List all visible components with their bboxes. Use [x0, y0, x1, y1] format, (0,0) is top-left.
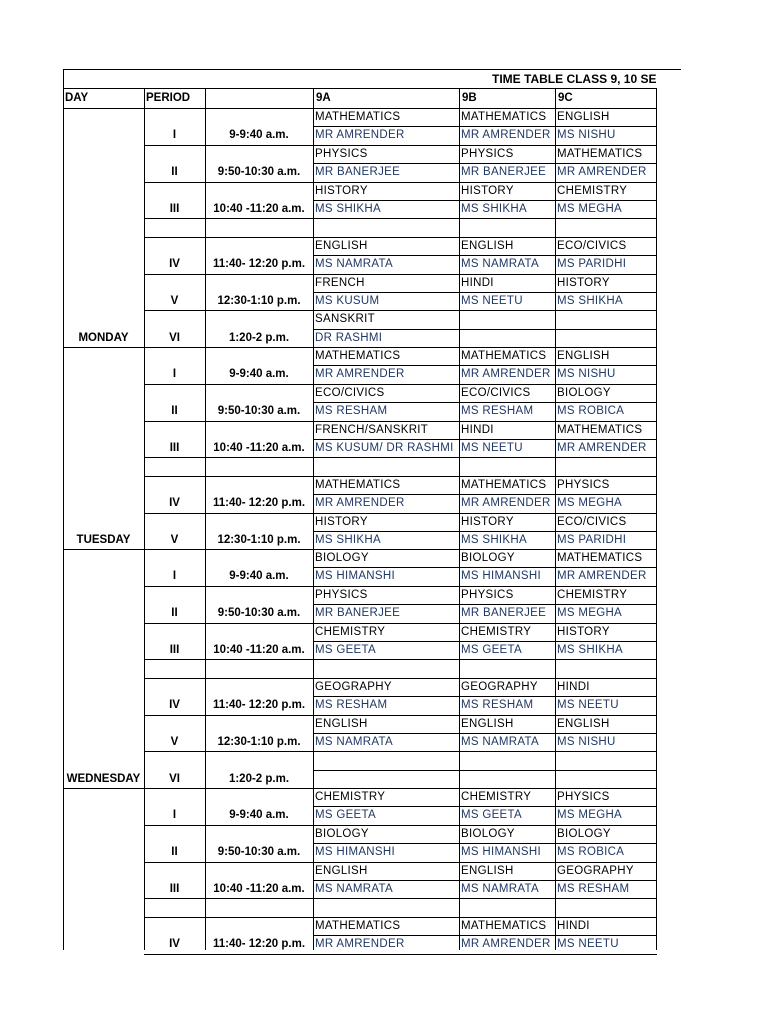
header-period: PERIOD	[146, 92, 191, 104]
period-time: 11:40- 12:20 p.m.	[212, 497, 306, 509]
period-label: II	[171, 607, 178, 619]
subject-9b: MATHEMATICS	[461, 920, 547, 932]
subject-9a: BIOLOGY	[315, 552, 369, 564]
subject-9c: ECO/CIVICS	[557, 240, 627, 252]
teacher-9c: MS NISHU	[557, 129, 616, 141]
period-time: 9:50-10:30 a.m.	[217, 846, 301, 858]
subject-9c: ENGLISH	[557, 718, 610, 730]
period-time: 9-9:40 a.m.	[229, 368, 289, 380]
teacher-9c: MS SHIKHA	[557, 644, 623, 656]
subject-9a: GEOGRAPHY	[315, 681, 392, 693]
teacher-9c: MS NISHU	[557, 736, 616, 748]
grid-line	[63, 69, 64, 950]
teacher-9a: MR AMRENDER	[315, 368, 405, 380]
teacher-9a: MS NAMRATA	[315, 736, 393, 748]
subject-9a: FRENCH	[315, 277, 365, 289]
teacher-9a: MR AMRENDER	[315, 129, 405, 141]
subject-9c: HINDI	[557, 920, 590, 932]
grid-line	[144, 751, 657, 752]
subject-9c: HISTORY	[557, 277, 610, 289]
period-time: 10:40 -11:20 a.m.	[213, 203, 305, 215]
subject-9b: GEOGRAPHY	[461, 681, 538, 693]
subject-9a: PHYSICS	[315, 589, 368, 601]
subject-9c: MATHEMATICS	[557, 552, 643, 564]
subject-9a: SANSKRIT	[315, 313, 375, 325]
grid-line	[144, 457, 657, 458]
period-label: IV	[169, 938, 180, 950]
period-label: I	[172, 368, 177, 380]
teacher-9a: MS SHIKHA	[315, 534, 381, 546]
teacher-9b: MS GEETA	[461, 644, 522, 656]
teacher-9c: MR AMRENDER	[557, 166, 647, 178]
period-label: I	[172, 129, 177, 141]
grid-line	[144, 218, 657, 219]
grid-line	[144, 898, 657, 899]
subject-9c: BIOLOGY	[557, 828, 611, 840]
period-label: I	[172, 809, 177, 821]
day-label: TUESDAY	[76, 534, 131, 546]
period-time: 9:50-10:30 a.m.	[217, 405, 301, 417]
teacher-9a: MS NAMRATA	[315, 258, 393, 270]
subject-9c: MATHEMATICS	[557, 424, 643, 436]
teacher-9a: MR BANERJEE	[315, 607, 401, 619]
subject-9b: PHYSICS	[461, 589, 514, 601]
header-9a: 9A	[316, 92, 331, 104]
subject-9a: MATHEMATICS	[315, 350, 401, 362]
subject-9a: CHEMISTRY	[315, 791, 386, 803]
teacher-9b: MS NEETU	[461, 295, 523, 307]
subject-9b: HISTORY	[461, 516, 514, 528]
subject-9b: MATHEMATICS	[461, 479, 547, 491]
subject-9b: MATHEMATICS	[461, 350, 547, 362]
teacher-9b: MS SHIKHA	[461, 534, 527, 546]
subject-9b: ENGLISH	[461, 240, 514, 252]
teacher-9c: MS PARIDHI	[557, 534, 627, 546]
subject-9b: CHEMISTRY	[461, 791, 532, 803]
subject-9c: HISTORY	[557, 626, 610, 638]
teacher-9a: MS HIMANSHI	[315, 846, 395, 858]
teacher-9b: MS NAMRATA	[461, 883, 539, 895]
subject-9a: ECO/CIVICS	[315, 387, 385, 399]
teacher-9b: MR AMRENDER	[461, 938, 551, 950]
subject-9a: ENGLISH	[315, 718, 368, 730]
period-label: III	[169, 644, 180, 656]
subject-9a: HISTORY	[315, 185, 368, 197]
subject-9a: ENGLISH	[315, 865, 368, 877]
teacher-9b: MS HIMANSHI	[461, 570, 541, 582]
subject-9b: HINDI	[461, 424, 494, 436]
teacher-9b: MS HIMANSHI	[461, 846, 541, 858]
subject-9c: MATHEMATICS	[557, 148, 643, 160]
subject-9b: BIOLOGY	[461, 552, 515, 564]
teacher-9a: MS NAMRATA	[315, 883, 393, 895]
teacher-9c: MS PARIDHI	[557, 258, 627, 270]
header-9c: 9C	[558, 92, 573, 104]
grid-line	[63, 88, 657, 89]
timetable-title: TIME TABLE CLASS 9, 10 SE	[492, 72, 657, 86]
teacher-9a: MR AMRENDER	[315, 938, 405, 950]
teacher-9b: MR AMRENDER	[461, 129, 551, 141]
teacher-9c: MR AMRENDER	[557, 570, 647, 582]
period-time: 10:40 -11:20 a.m.	[213, 883, 305, 895]
teacher-9b: MS RESHAM	[461, 699, 534, 711]
subject-9a: MATHEMATICS	[315, 111, 401, 123]
subject-9c: BIOLOGY	[557, 387, 611, 399]
period-time: 12:30-1:10 p.m.	[217, 736, 301, 748]
subject-9a: ENGLISH	[315, 240, 368, 252]
teacher-9a: MS RESHAM	[315, 699, 388, 711]
teacher-9a: MR BANERJEE	[315, 166, 401, 178]
subject-9a: CHEMISTRY	[315, 626, 386, 638]
subject-9c: ECO/CIVICS	[557, 516, 627, 528]
teacher-9a: MS GEETA	[315, 644, 376, 656]
header-day: DAY	[65, 92, 89, 104]
period-time: 12:30-1:10 p.m.	[217, 534, 301, 546]
teacher-9b: MS SHIKHA	[461, 203, 527, 215]
teacher-9a: MR AMRENDER	[315, 497, 405, 509]
period-time: 9:50-10:30 a.m.	[217, 607, 301, 619]
teacher-9a: MS KUSUM/ DR RASHMI	[315, 442, 454, 454]
subject-9a: BIOLOGY	[315, 828, 369, 840]
day-label: WEDNESDAY	[66, 773, 141, 785]
teacher-9c: MS NEETU	[557, 938, 619, 950]
period-label: IV	[169, 258, 180, 270]
teacher-9c: MS MEGHA	[557, 809, 623, 821]
subject-9c: CHEMISTRY	[557, 589, 628, 601]
period-time: 9-9:40 a.m.	[229, 129, 289, 141]
subject-9c: CHEMISTRY	[557, 185, 628, 197]
period-label: III	[169, 203, 180, 215]
subject-9a: MATHEMATICS	[315, 920, 401, 932]
period-label: IV	[169, 497, 180, 509]
teacher-9b: MR BANERJEE	[461, 607, 547, 619]
subject-9b: ECO/CIVICS	[461, 387, 531, 399]
period-time: 12:30-1:10 p.m.	[217, 295, 301, 307]
period-time: 10:40 -11:20 a.m.	[213, 644, 305, 656]
teacher-9a: MS RESHAM	[315, 405, 388, 417]
grid-line	[144, 954, 657, 955]
period-time: 10:40 -11:20 a.m.	[213, 442, 305, 454]
teacher-9b: MR BANERJEE	[461, 166, 547, 178]
teacher-9b: MS NAMRATA	[461, 736, 539, 748]
subject-9a: MATHEMATICS	[315, 479, 401, 491]
period-label: I	[172, 570, 177, 582]
period-label: V	[170, 736, 179, 748]
subject-9b: PHYSICS	[461, 148, 514, 160]
period-label: V	[170, 295, 179, 307]
day-label: MONDAY	[78, 332, 129, 344]
teacher-9b: MS NEETU	[461, 442, 523, 454]
teacher-9c: MS ROBICA	[557, 405, 625, 417]
subject-9c: PHYSICS	[557, 479, 610, 491]
subject-9a: FRENCH/SANSKRIT	[315, 424, 429, 436]
teacher-9b: MR AMRENDER	[461, 497, 551, 509]
period-label: II	[171, 405, 178, 417]
period-time: 11:40- 12:20 p.m.	[212, 258, 306, 270]
period-label: II	[171, 166, 178, 178]
teacher-9c: MR AMRENDER	[557, 442, 647, 454]
teacher-9c: MS NISHU	[557, 368, 616, 380]
period-time: 9-9:40 a.m.	[229, 809, 289, 821]
teacher-9b: MS NAMRATA	[461, 258, 539, 270]
teacher-9c: MS MEGHA	[557, 497, 623, 509]
period-time: 9:50-10:30 a.m.	[217, 166, 301, 178]
teacher-9b: MR AMRENDER	[461, 368, 551, 380]
teacher-9a: MS KUSUM	[315, 295, 380, 307]
subject-9c: ENGLISH	[557, 350, 610, 362]
header-9b: 9B	[462, 92, 477, 104]
teacher-9a: MS GEETA	[315, 809, 376, 821]
teacher-9c: MS ROBICA	[557, 846, 625, 858]
subject-9c: HINDI	[557, 681, 590, 693]
subject-9c: ENGLISH	[557, 111, 610, 123]
teacher-9c: MS MEGHA	[557, 607, 623, 619]
subject-9a: PHYSICS	[315, 148, 368, 160]
teacher-9a: MS HIMANSHI	[315, 570, 395, 582]
subject-9a: HISTORY	[315, 516, 368, 528]
teacher-9a: DR RASHMI	[315, 332, 383, 344]
teacher-9a: MS SHIKHA	[315, 203, 381, 215]
subject-9b: CHEMISTRY	[461, 626, 532, 638]
subject-9b: ENGLISH	[461, 865, 514, 877]
period-label: V	[170, 534, 179, 546]
subject-9b: MATHEMATICS	[461, 111, 547, 123]
subject-9c: GEOGRAPHY	[557, 865, 634, 877]
teacher-9c: MS NEETU	[557, 699, 619, 711]
teacher-9c: MS MEGHA	[557, 203, 623, 215]
grid-line	[144, 659, 657, 660]
period-label: VI	[169, 773, 180, 785]
subject-9b: HISTORY	[461, 185, 514, 197]
teacher-9c: MS SHIKHA	[557, 295, 623, 307]
period-label: VI	[169, 332, 180, 344]
grid-line	[63, 69, 681, 70]
teacher-9c: MS RESHAM	[557, 883, 630, 895]
period-time: 11:40- 12:20 p.m.	[212, 699, 306, 711]
grid-line	[313, 770, 657, 771]
period-time: 11:40- 12:20 p.m.	[212, 938, 306, 950]
period-time: 9-9:40 a.m.	[229, 570, 289, 582]
subject-9b: ENGLISH	[461, 718, 514, 730]
period-label: II	[171, 846, 178, 858]
teacher-9b: MS GEETA	[461, 809, 522, 821]
teacher-9b: MS RESHAM	[461, 405, 534, 417]
period-time: 1:20-2 p.m.	[228, 773, 290, 785]
period-time: 1:20-2 p.m.	[228, 332, 290, 344]
period-label: IV	[169, 699, 180, 711]
subject-9c: PHYSICS	[557, 791, 610, 803]
subject-9b: BIOLOGY	[461, 828, 515, 840]
period-label: III	[169, 883, 180, 895]
subject-9b: HINDI	[461, 277, 494, 289]
period-label: III	[169, 442, 180, 454]
